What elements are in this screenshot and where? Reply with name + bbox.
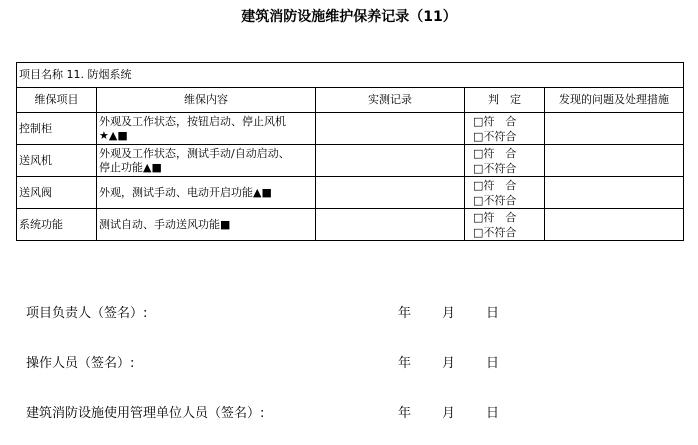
- content-line: 外观及工作状态，测试手动/自动启动、: [99, 146, 290, 160]
- month-label: 月: [442, 406, 456, 421]
- pass-checkbox[interactable]: □符 合: [473, 178, 517, 192]
- project-name-row: [17, 63, 684, 88]
- item-cell: 送风机: [17, 145, 97, 177]
- table-header-row: [17, 88, 684, 113]
- content-cell: [97, 209, 316, 241]
- header-content: 维保内容: [97, 88, 316, 113]
- day-label: 日: [486, 306, 500, 321]
- month-label: 月: [442, 356, 456, 371]
- fail-checkbox[interactable]: □不符合: [473, 129, 517, 143]
- issues-cell[interactable]: [545, 209, 684, 241]
- judge-cell: [465, 177, 545, 209]
- item-cell: 系统功能: [17, 209, 97, 241]
- item-cell: 送风阀: [17, 177, 97, 209]
- table-row: [17, 113, 684, 145]
- issues-cell[interactable]: [545, 113, 684, 145]
- issues-cell[interactable]: [545, 145, 684, 177]
- pass-checkbox[interactable]: □符 合: [473, 146, 517, 160]
- judge-cell: [465, 145, 545, 177]
- record-cell[interactable]: [316, 209, 465, 241]
- pass-checkbox[interactable]: □符 合: [473, 114, 517, 128]
- header-item: 维保项目: [17, 88, 97, 113]
- header-judge: 判 定: [465, 88, 545, 113]
- record-cell[interactable]: [316, 113, 465, 145]
- judge-cell: [465, 113, 545, 145]
- item-cell: 控制柜: [17, 113, 97, 145]
- day-label: 日: [486, 406, 500, 421]
- content-cell: [97, 113, 316, 145]
- project-name: 项目名称 11. 防烟系统: [17, 63, 684, 88]
- header-issues: 发现的问题及处理措施: [545, 88, 684, 113]
- content-line: ★▲■: [99, 128, 128, 142]
- record-cell[interactable]: [316, 177, 465, 209]
- year-label: 年: [398, 356, 412, 371]
- signature-label: 操作人员（签名）:: [26, 356, 135, 371]
- fail-checkbox[interactable]: □不符合: [473, 225, 517, 239]
- signature-label: 项目负责人（签名）:: [26, 306, 148, 321]
- content-line: 外观及工作状态，按钮启动、停止风机: [99, 114, 286, 128]
- maintenance-record-table: [16, 62, 684, 241]
- year-label: 年: [398, 306, 412, 321]
- content-line: 测试自动、手动送风功能■: [99, 217, 231, 231]
- record-cell[interactable]: [316, 145, 465, 177]
- table-row: [17, 177, 684, 209]
- table-row: [17, 145, 684, 177]
- content-line: 停止功能▲■: [99, 160, 162, 174]
- fail-checkbox[interactable]: □不符合: [473, 193, 517, 207]
- header-record: 实测记录: [316, 88, 465, 113]
- day-label: 日: [486, 356, 500, 371]
- judge-cell: [465, 209, 545, 241]
- issues-cell[interactable]: [545, 177, 684, 209]
- pass-checkbox[interactable]: □符 合: [473, 210, 517, 224]
- year-label: 年: [398, 406, 412, 421]
- content-cell: [97, 145, 316, 177]
- month-label: 月: [442, 306, 456, 321]
- signature-label: 建筑消防设施使用管理单位人员（签名）:: [26, 406, 265, 421]
- table-row: [17, 209, 684, 241]
- page-title: 建筑消防设施维护保养记录（11）: [241, 9, 457, 25]
- content-cell: [97, 177, 316, 209]
- content-line: 外观，测试手动、电动开启功能▲■: [99, 185, 272, 199]
- fail-checkbox[interactable]: □不符合: [473, 161, 517, 175]
